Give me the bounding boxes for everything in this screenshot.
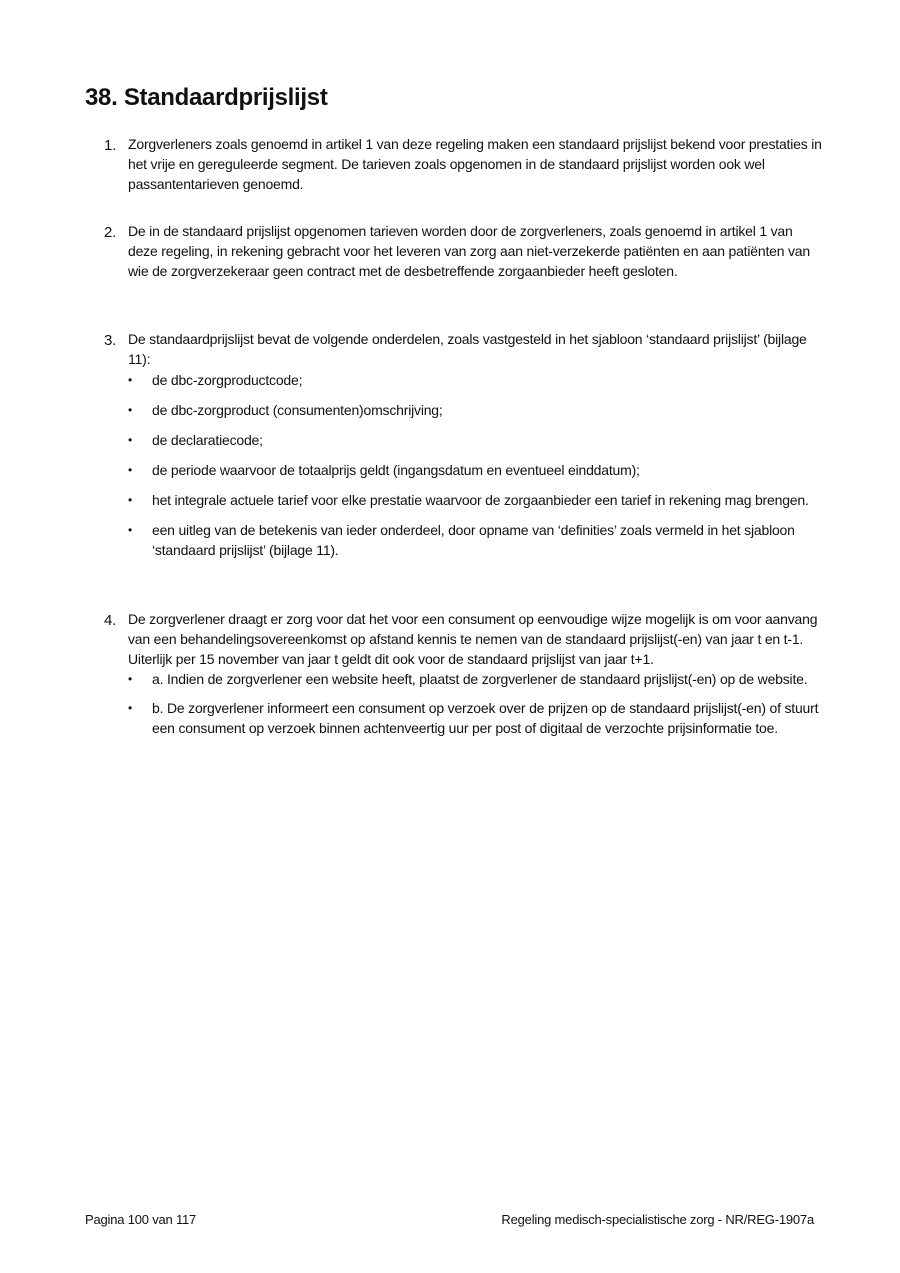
bullet-icon: • (128, 373, 133, 387)
bullet-text: een uitleg van de betekenis van ieder onderdeel, door opname van ‘definities’ zoals vermeld in het sjabloon ‘standaard prijslijst’ (bijlage 11). (152, 522, 795, 558)
document-reference: Regeling medisch-specialistische zorg - NR/REG-1907a (501, 1212, 814, 1227)
list-item-4 (104, 609, 824, 747)
bullet-item (128, 460, 824, 480)
bullet-icon: • (128, 403, 133, 417)
bullet-text: de periode waarvoor de totaalprijs geldt (ingangsdatum en eventueel einddatum); (152, 462, 640, 478)
item-number: 4. (104, 612, 117, 629)
item-text: De standaardprijslijst bevat de volgende onderdelen, zoals vastgesteld in het sjabloon ‘standaard prijslijst’ (bijlage 11): (128, 331, 807, 367)
bullet-icon: • (128, 701, 133, 715)
list-item-1 (104, 134, 824, 194)
bullet-icon: • (128, 523, 133, 537)
bullet-item (128, 490, 824, 510)
list-item-3 (104, 329, 824, 570)
bullet-icon: • (128, 493, 133, 507)
bullet-item (128, 400, 824, 420)
page-number: Pagina 100 van 117 (85, 1212, 197, 1227)
bullet-list (104, 370, 824, 560)
list-item-2 (104, 221, 824, 281)
item-number: 1. (104, 137, 117, 154)
bullet-text: het integrale actuele tarief voor elke prestatie waarvoor de zorgaanbieder een tarief in rekening mag brengen. (152, 492, 809, 508)
bullet-text: a. Indien de zorgverlener een website heeft, plaatst de zorgverlener de standaard prijslijst(-en) op de website. (152, 671, 808, 687)
bullet-item (128, 669, 824, 689)
bullet-list (104, 669, 824, 738)
bullet-icon: • (128, 463, 133, 477)
bullet-item (128, 430, 824, 450)
bullet-text: de declaratiecode; (152, 432, 263, 448)
page-title: 38. Standaardprijslijst (85, 84, 328, 111)
bullet-text: de dbc-zorgproductcode; (152, 372, 303, 388)
item-number: 3. (104, 332, 117, 349)
item-number: 2. (104, 224, 117, 241)
bullet-icon: • (128, 672, 133, 686)
item-text: Zorgverleners zoals genoemd in artikel 1 van deze regeling maken een standaard prijslijst bekend voor prestaties in het vrije en gereguleerde segment. De tarieven zoals opgenomen in de standaard prijslijst worden ook wel passantentarieven genoemd. (128, 136, 822, 192)
bullet-item (128, 520, 824, 560)
item-text: De zorgverlener draagt er zorg voor dat het voor een consument op eenvoudige wijze mogelijk is om voor aanvang van een behandelingsovereenkomst op afstand kennis te nemen van de standaard prijslijst(-en) van jaar t en t-1. Uiterlijk per 15 november van jaar t geldt dit ook voor de standaard prijslijst van jaar t+1. (128, 611, 818, 667)
bullet-icon: • (128, 433, 133, 447)
bullet-text: b. De zorgverlener informeert een consument op verzoek over de prijzen op de standaard prijslijst(-en) of stuurt een consument op verzoek binnen achtenveertig uur per post of digitaal de verzochte prijsinformatie toe. (152, 700, 819, 736)
bullet-item (128, 370, 824, 390)
bullet-text: de dbc-zorgproduct (consumenten)omschrijving; (152, 402, 443, 418)
item-text: De in de standaard prijslijst opgenomen tarieven worden door de zorgverleners, zoals genoemd in artikel 1 van deze regeling, in rekening gebracht voor het leveren van zorg aan niet-verzekerde patiënten en aan patiënten van wie de zorgverzekeraar geen contract met de desbetreffende zorgaanbieder heeft gesloten. (128, 223, 810, 279)
bullet-item (128, 698, 824, 738)
